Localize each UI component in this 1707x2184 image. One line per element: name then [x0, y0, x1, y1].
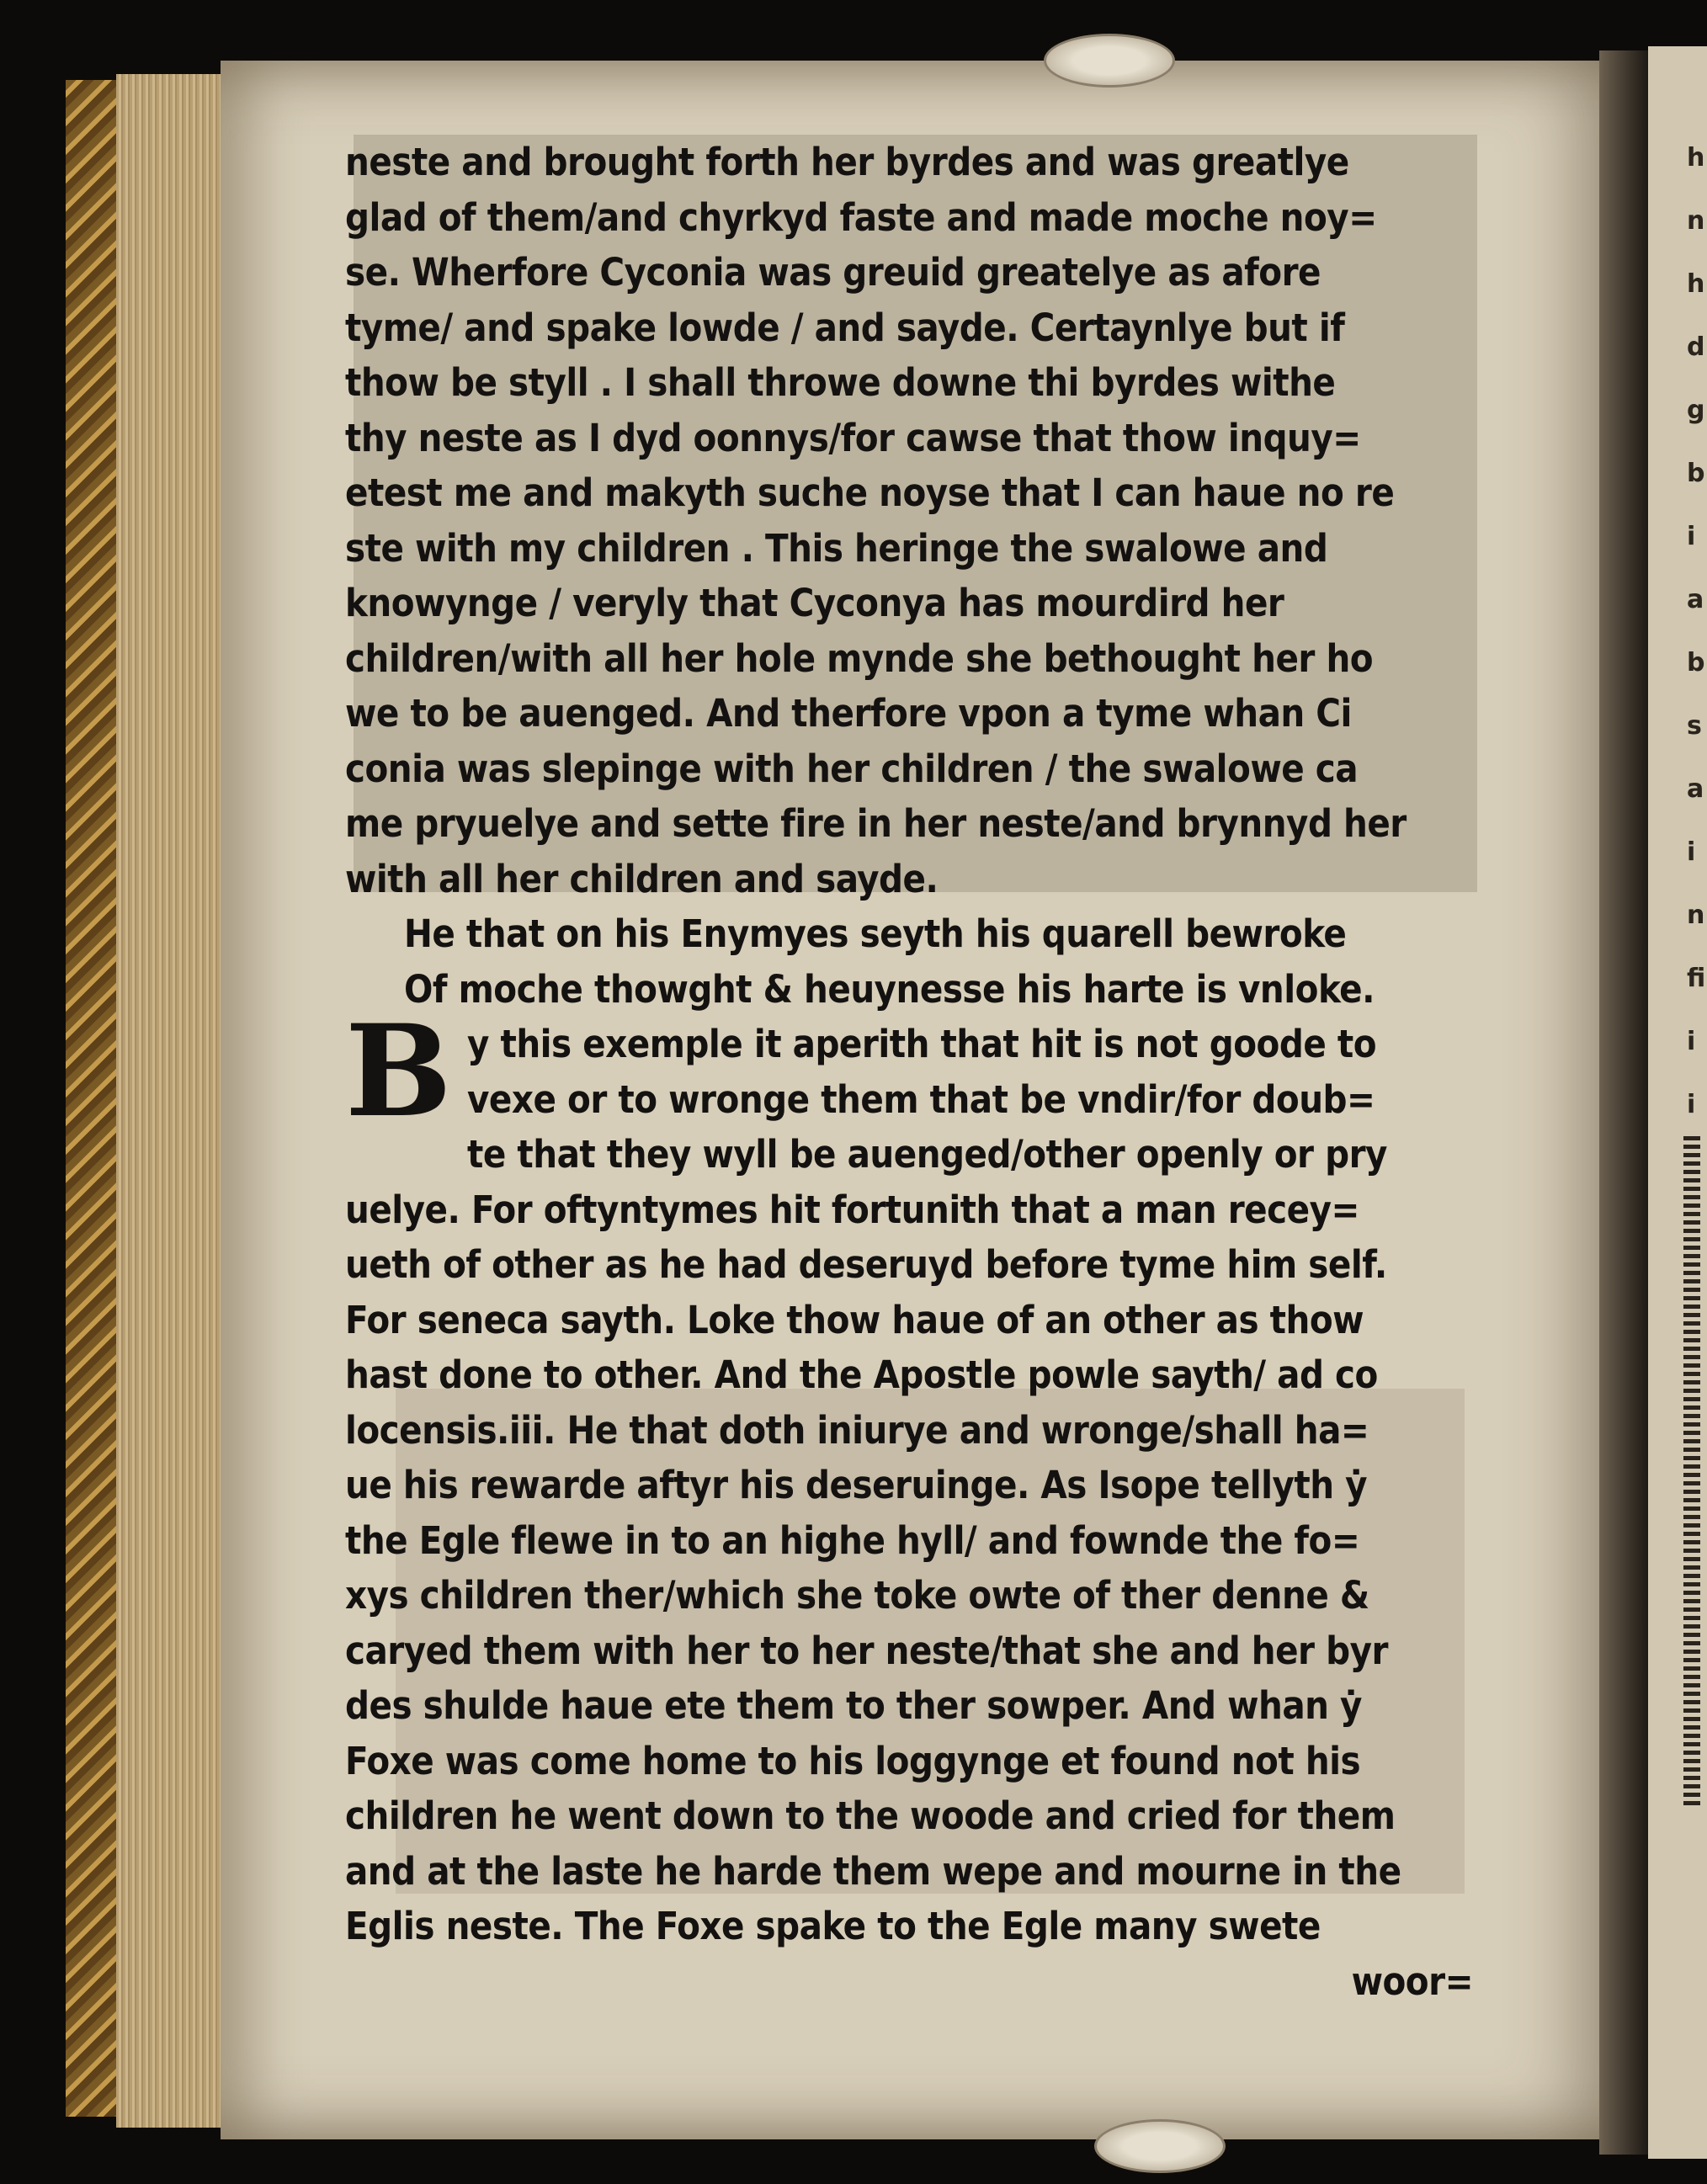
text-line: thow be styll . I shall throwe downe thi byrdes withe	[345, 360, 1336, 405]
facing-page-fragment: i	[1687, 837, 1696, 867]
text-line: vexe or to wronge them that be vndir/for doub=	[467, 1076, 1375, 1122]
facing-page-fragment: s	[1687, 711, 1702, 741]
facing-page-fragment: i	[1687, 522, 1696, 551]
text-line: ue his rewarde aftyr his deseruinge. As Isope tellyth ẏ	[345, 1463, 1368, 1507]
text-line: caryed them with her to her neste/that she and her byr	[345, 1628, 1388, 1673]
text-line: ueth of other as he had deseruyd before tyme him self.	[345, 1242, 1387, 1287]
text-line: He that on his Enymyes seyth his quarell bewroke	[404, 911, 1347, 956]
facing-page-fragment: a	[1687, 585, 1704, 614]
text-line: y this exemple it aperith that hit is not goode to	[467, 1022, 1377, 1066]
text-line: me pryuelye and sette fire in her neste/and brynnyd her	[345, 801, 1407, 846]
text-line: we to be auenged. And therfore vpon a tyme whan Ci	[345, 691, 1352, 736]
text-line: xys children ther/which she toke owte of ther denne &	[345, 1573, 1369, 1618]
text-line: with all her children and sayde.	[345, 856, 939, 901]
drop-initial-paragraph	[345, 997, 1490, 1182]
text-line: knowynge / veryly that Cyconya has mourdird her	[345, 581, 1284, 625]
text-line: Of moche thowght & heuynesse his harte is vnloke.	[404, 966, 1375, 1012]
facing-page-fragment: i	[1687, 1090, 1696, 1119]
text-line: children he went down to the woode and cried for them	[345, 1793, 1396, 1838]
text-line: uelye. For oftyntymes hit fortunith that a man recey=	[345, 1187, 1359, 1232]
text-line: thy neste as I dyd oonnys/for cawse that thow inquy=	[345, 415, 1361, 460]
facing-page-fragment: fi	[1687, 964, 1706, 993]
drop-initial: B	[345, 997, 452, 1145]
book-gutter	[1599, 50, 1650, 2155]
text-line: tyme/ and spake lowde / and sayde. Certaynlye but if	[345, 305, 1345, 350]
text-line: For seneca sayth. Loke thow haue of an other as thow	[345, 1297, 1364, 1342]
text-line: Foxe was come home to his loggynge et found not his	[345, 1738, 1361, 1783]
facing-page-border	[1683, 1136, 1700, 1809]
text-line: locensis.iii. He that doth iniurye and wronge/shall ha=	[345, 1407, 1369, 1453]
facing-page-fragment: b	[1687, 648, 1705, 678]
text-line: etest me and makyth suche noyse that I can haue no re	[345, 470, 1395, 515]
text-line: des shulde haue ete them to ther sowper. And whan ẏ	[345, 1683, 1362, 1728]
page-block-edge	[116, 74, 226, 2128]
text-line: Eglis neste. The Foxe spake to the Egle many swete	[345, 1904, 1321, 1948]
text-line: and at the laste he harde them wepe and mourne in the	[345, 1848, 1401, 1894]
text-line: children/with all her hole mynde she bethought her ho	[345, 635, 1374, 681]
gilt-page-edge	[66, 80, 120, 2117]
facing-page	[1648, 46, 1707, 2159]
text-line: the Egle flewe in to an highe hyll/ and fownde the fo=	[345, 1517, 1360, 1563]
facing-page-fragment: h	[1687, 269, 1705, 299]
text-line: ste with my children . This heringe the swalowe and	[345, 525, 1328, 571]
facing-page-fragment: h	[1687, 143, 1705, 173]
catchword: woor=	[1351, 1958, 1473, 2004]
page-clip-bottom	[1094, 2119, 1226, 2173]
text-line: conia was slepinge with her children / the swalowe ca	[345, 746, 1359, 791]
facing-page-fragment: n	[1687, 206, 1705, 236]
facing-page-fragment: d	[1687, 332, 1705, 362]
blackletter-text-block	[345, 135, 1490, 2009]
text-line: hast done to other. And the Apostle powle sayth/ ad co	[345, 1352, 1378, 1397]
text-line: glad of them/and chyrkyd faste and made moche noy=	[345, 194, 1377, 240]
text-line: te that they wyll be auenged/other openly or pry	[467, 1132, 1387, 1177]
text-line: se. Wherfore Cyconia was greuid greatelye as afore	[345, 250, 1321, 295]
text-line: neste and brought forth her byrdes and was greatlye	[345, 140, 1349, 184]
facing-page-fragment: b	[1687, 459, 1705, 488]
facing-page-fragment: g	[1687, 396, 1705, 425]
facing-page-fragment: i	[1687, 1027, 1696, 1056]
page-clip-top	[1044, 34, 1175, 88]
facing-page-fragment: n	[1687, 901, 1705, 930]
facing-page-fragment: a	[1687, 774, 1704, 804]
